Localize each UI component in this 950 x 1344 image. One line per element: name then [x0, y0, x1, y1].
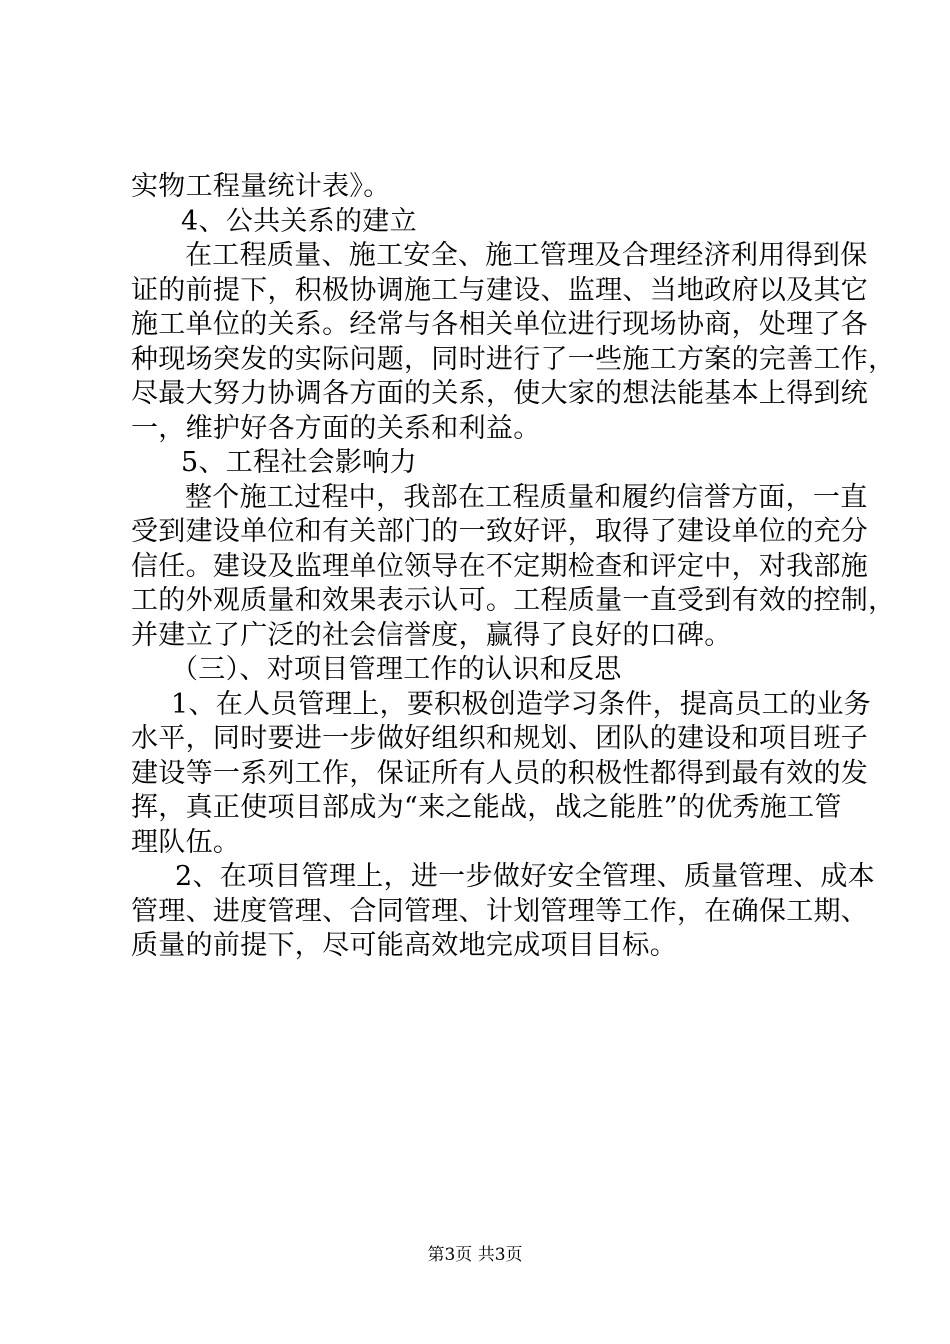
text-line: 1、在人员管理上，要积极创造学习条件，提高员工的业务 — [171, 688, 871, 720]
text-line: 在工程质量、施工安全、施工管理及合理经济利用得到保 — [185, 240, 868, 271]
text-line: 证的前提下，积极协调施工与建设、监理、当地政府以及其它 — [131, 274, 869, 306]
document-body — [131, 170, 896, 964]
text-line: 尽最大努力协调各方面的关系，使大家的想法能基本上得到统 — [131, 378, 869, 409]
section-heading-public-relations: 4、公共关系的建立 — [181, 205, 417, 237]
text-line: 整个施工过程中，我部在工程质量和履约信誉方面，一直 — [185, 481, 868, 513]
text-line: 理队伍。 — [131, 826, 241, 858]
section-heading-social-impact: 5、工程社会影响力 — [181, 447, 417, 478]
text-line: 受到建设单位和有关部门的一致好评，取得了建设单位的充分 — [131, 516, 869, 547]
section-heading-reflection: （三）、对项目管理工作的认识和反思 — [171, 654, 622, 685]
text-line: 信任。建设及监理单位领导在不定期检查和评定中，对我部施 — [131, 550, 869, 582]
text-line: 管理、进度管理、合同管理、计划管理等工作，在确保工期、 — [131, 895, 869, 927]
text-line: 并建立了广泛的社会信誉度，赢得了良好的口碑。 — [131, 619, 732, 651]
text-line: 施工单位的关系。经常与各相关单位进行现场协商，处理了各 — [131, 309, 869, 340]
text-line: 挥，真正使项目部成为“来之能战，战之能胜”的优秀施工管 — [131, 792, 842, 823]
text-line: 建设等一系列工作，保证所有人员的积极性都得到最有效的发 — [131, 757, 869, 789]
text-line: 2、在项目管理上，进一步做好安全管理、质量管理、成本 — [175, 861, 875, 892]
text-line: 工的外观质量和效果表示认可。工程质量一直受到有效的控制， — [131, 585, 896, 616]
text-line: 一，维护好各方面的关系和利益。 — [131, 412, 541, 444]
text-line: 质量的前提下，尽可能高效地完成项目目标。 — [131, 930, 677, 961]
text-line: 种现场突发的实际问题，同时进行了一些施工方案的完善工作， — [131, 343, 896, 375]
page-number-footer: 第3页 共3页 — [427, 1245, 523, 1265]
text-line: 实物工程量统计表》。 — [131, 171, 391, 202]
text-line: 水平，同时要进一步做好组织和规划、团队的建设和项目班子 — [131, 723, 869, 754]
